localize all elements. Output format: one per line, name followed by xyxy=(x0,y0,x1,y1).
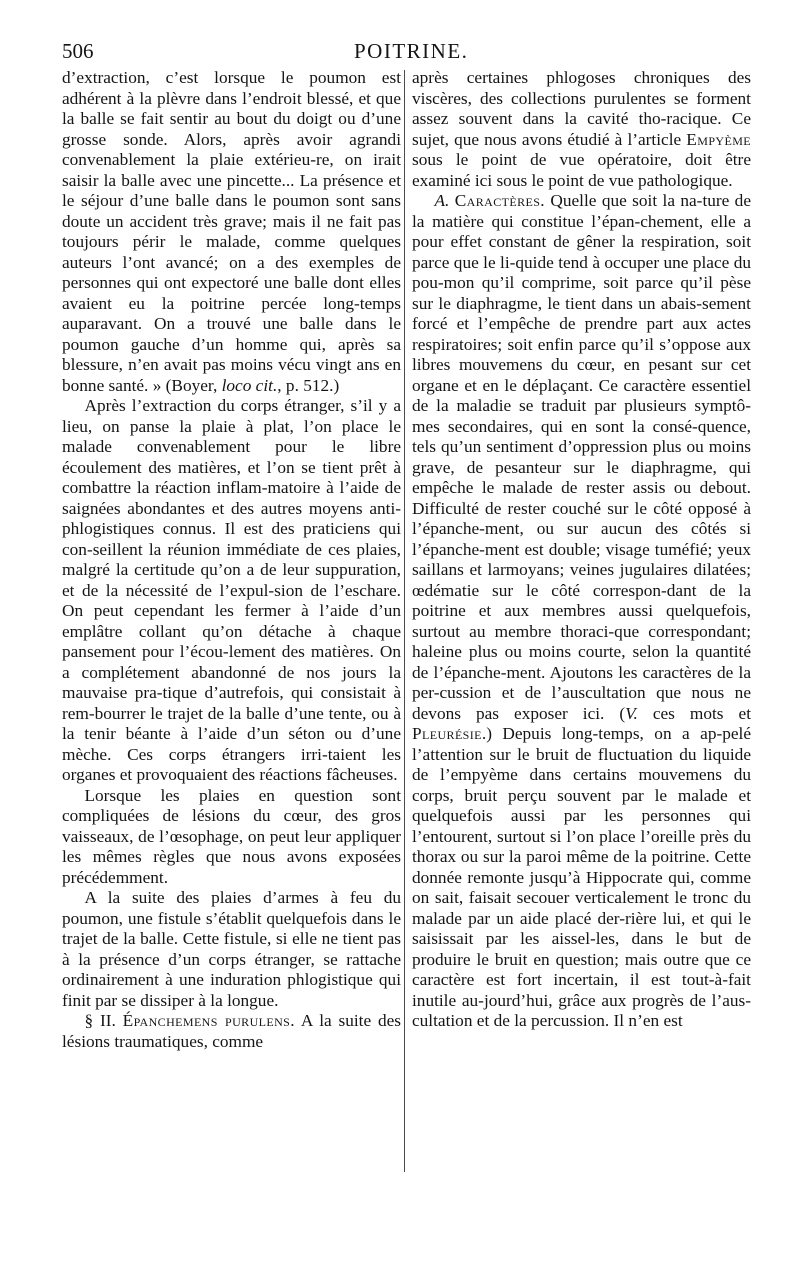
subsection-letter: A. xyxy=(434,191,455,210)
paragraph-text: ces mots et xyxy=(637,703,752,723)
section-heading: Épanchemens purulens. xyxy=(122,1011,295,1030)
see-reference: V. xyxy=(625,703,638,723)
column-divider xyxy=(404,70,405,1172)
page-number: 506 xyxy=(62,39,94,63)
paragraph-text: , p. 512.) xyxy=(277,375,340,395)
paragraph-text: sous le point de vue opératoire, doit être examiné ici sous le point de vue pathologique. xyxy=(412,150,751,190)
section-number: § II. xyxy=(84,1011,123,1030)
paragraph: Lorsque les plaies en question sont compliquées de lésions du cœur, des gros vaisseaux, de l’œsophage, on peut leur appliquer les mêmes règles que nous avons exposées précédemment. xyxy=(62,785,401,887)
paragraph xyxy=(62,68,401,396)
running-head xyxy=(62,38,742,68)
right-column xyxy=(412,68,751,1032)
cross-reference: Pleurésie xyxy=(412,724,482,743)
paragraph-text: A la suite des lésions traumatiques, comme xyxy=(62,1011,401,1051)
paragraph-text: après certaines phlogoses chroniques des viscères, des collections purulentes se forment assez souvent dans la cavité tho-racique. Ce sujet, que nous avons étudié à l’article xyxy=(412,68,751,149)
paragraph-text: d’extraction, c’est lorsque le poumon est adhérent à la plèvre dans l’endroit blessé, et que la balle se fait sentir au bout du doigt ou d’une grosse sonde. Alors, après avoir agrandi convenablement la plaie extérieu-re, on irait saisir la balle avec une pincette... La présence et le séjour d’une balle dans le poumon sont sans doute un accident très grave; mais il ne fait pas toujours périr le malade, comme quelques auteurs l’ont avancé; on a des exemples de personnes qui ont expectoré une balle dont elles avaient eu la poitrine percée long-temps auparavant. On a trouvé une balle dans le poumon gauche d’un homme qui, après sa blessure, n’en avait pas moins vécu vingt ans en bonne santé. » (Boyer, xyxy=(62,68,401,395)
left-column xyxy=(62,68,401,1052)
subsection-paragraph xyxy=(412,191,751,1032)
paragraph-text: Quelle que soit la na-ture de la matière qui constitue l’épan-chement, elle a pour effet constant de gêner la respiration, soit parce que le li-quide tend à occuper une place du pou-mon qu’il comprime, soit parce qu’il pèse sur le diaphragme, le tient dans un abais-sement forcé et l’empêche de prendre part aux actes respiratoires; soit enfin parce qu’il s’oppose aux libres mouvemens du cœur, en pesant sur cet organe et en le déplaçant. Ce caractère essentiel de la maladie se traduit par plusieurs symptô-mes secondaires, qui en sont la consé-quence, tels qu’un sentiment d’oppression plus ou moins grave, de pesanteur sur le diaphragme, qui empêche le malade de rester assis ou debout. Difficulté de rester couché sur le côté opposé à l’épanche-ment, ou sur aucun des côtés si l’épanche-ment est double; visage tuméfié; yeux saillans et larmoyans; veines jugulaires dilatées; œdématie sur le côté correspon-dant de la poitrine et aux membres aussi quelquefois, surtout au membre thoraci-que correspondant; haleine plus ou moins courte, selon la quantité de l’épanche-ment. Ajoutons les caractères de la per-cussion et de l’auscultation que nous ne devons pas exposer ici. ( xyxy=(412,191,751,723)
section-paragraph xyxy=(62,1011,401,1052)
citation-italic: loco cit. xyxy=(221,375,278,395)
paragraph: A la suite des plaies d’armes à feu du poumon, une fistule s’établit quelquefois dans le trajet de la balle. Cette fistule, si elle ne tient pas à la présence d’un corps étranger, se rattache ordinairement à une induration phlogistique qui finit par se dissiper à la longue. xyxy=(62,888,401,1010)
paragraph-text: .) Depuis long-temps, on a ap-pelé l’attention sur le bruit de fluctuation du liquide de l’empyème dans certains mouvemens du corps, bruit perçu souvent par le malade et quelquefois aussi par les personnes qui l’entourent, surtout si l’on place l’oreille près du thorax ou sur la paroi même de la poitrine. Cette donnée remonte jusqu’à Hippocrate qui, comme on sait, faisait secouer verticalement le tronc du malade par un aide placé der-rière lui, et qui le saisissait par les aissel-les, dans le but de produire le bruit en question; mais outre que ce caractère est fort incertain, il est tout-à-fait inutile au-jourd’hui, grâce aux progrès de l’aus-cultation et de la percussion. Il n’en est xyxy=(412,724,751,1030)
running-title: POITRINE. xyxy=(354,39,469,63)
cross-reference: Empyème xyxy=(686,129,751,149)
paragraph: Après l’extraction du corps étranger, s’il y a lieu, on panse la plaie à plat, l’on place le malade convenablement pour le libre écoulement des matières, et l’on se tient prêt à combattre la réaction inflam-matoire à l’aide de saignées abondantes et des autres moyens anti-phlogistiques connus. Il est des praticiens qui con-seillent la réunion immédiate de ces plaies, malgré la certitude qu’on a de leur suppuration, et de la nécessité de l’expul-sion de l’eschare. On peut cependant les fermer à l’aide d’un emplâtre collant qu’on détache à chaque pansement pour l’écou-lement des matières. On a complétement abandonné de nos jours la mauvaise pra-tique d’autrefois, qui consistait à rem-bourrer le trajet de la balle d’une tente, ou à la tenir béante à l’aide d’un séton ou d’une mèche. Ces corps étrangers irri-taient les organes et provoquaient des réactions fâcheuses. xyxy=(62,396,401,784)
paragraph xyxy=(412,68,751,191)
subsection-heading: Caractères. xyxy=(454,191,546,210)
